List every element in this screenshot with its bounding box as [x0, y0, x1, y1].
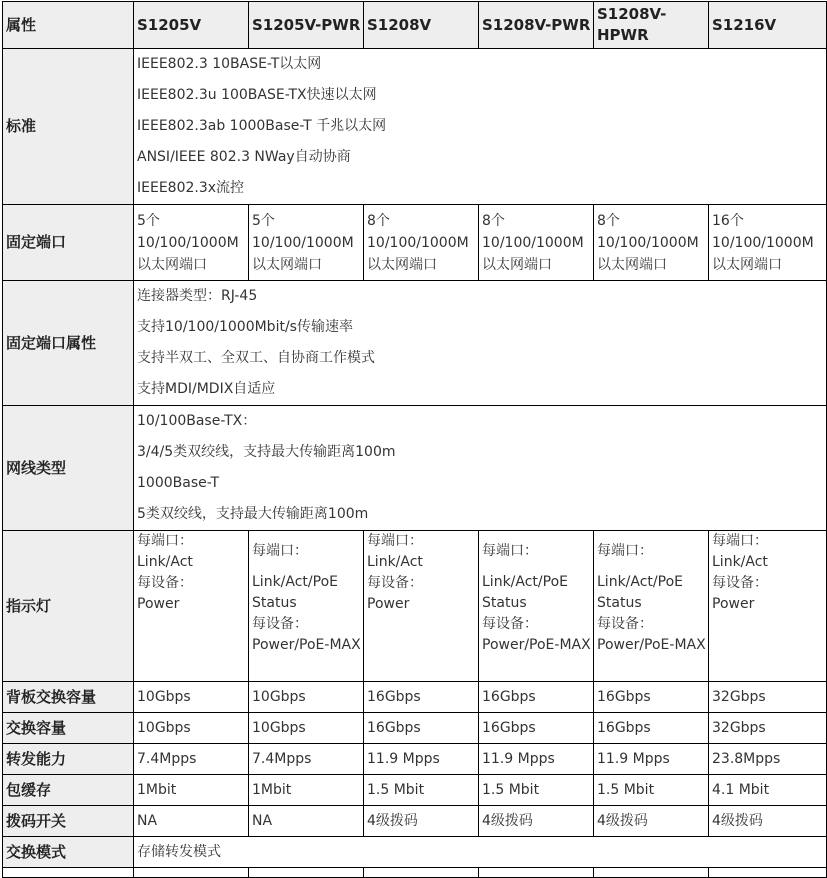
- value-cell: 4级拨码: [594, 806, 709, 837]
- port-type: 以太网端口: [137, 256, 207, 273]
- per-port-label: 每端口：: [597, 543, 653, 559]
- standard-line: ANSI/IEEE 802.3 NWay自动协商: [137, 149, 351, 165]
- per-port-value: Link/Act: [367, 554, 423, 570]
- row-label-fixed-ports: 固定端口: [3, 205, 134, 281]
- fixed-ports-cell: [709, 205, 827, 281]
- dip-switch-row: [3, 806, 827, 837]
- value-cell: 1Mbit: [249, 775, 364, 806]
- indicator-cell: [134, 531, 249, 682]
- fixed-ports-row: [3, 205, 827, 281]
- cable-type-line: 5类双绞线，支持最大传输距离100m: [137, 506, 369, 522]
- standard-row: [3, 49, 827, 205]
- port-count: 8个: [482, 212, 505, 229]
- indicator-row: [3, 531, 827, 682]
- per-device-value: Power/PoE-MAX: [597, 637, 706, 653]
- row-label-dip-switch: 拨码开关: [3, 806, 134, 837]
- per-port-value: Link/Act: [712, 554, 768, 570]
- port-speed: 10/100/1000M: [712, 234, 814, 251]
- port-speed: 10/100/1000M: [252, 234, 354, 251]
- header-cell-s1208v-pwr: S1208V-PWR: [479, 2, 594, 49]
- per-device-value: Power: [712, 596, 755, 612]
- trailing-row: [3, 868, 827, 878]
- per-device-value: Power: [367, 596, 410, 612]
- value-cell: 4级拨码: [479, 806, 594, 837]
- per-device-value: Power/PoE-MAX: [482, 637, 591, 653]
- cable-type-line: 10/100Base-TX：: [137, 413, 257, 429]
- value-cell: 1.5 Mbit: [479, 775, 594, 806]
- cable-type-row: [3, 406, 827, 531]
- per-port-value: Link/Act/PoE Status: [252, 574, 338, 611]
- port-count: 16个: [712, 212, 744, 229]
- value-cell: 16Gbps: [479, 682, 594, 713]
- value-cell: 1Mbit: [134, 775, 249, 806]
- per-port-value: Link/Act/PoE Status: [482, 574, 568, 611]
- port-attribute-line: 连接器类型：RJ-45: [137, 288, 258, 304]
- fixed-ports-cell: [594, 205, 709, 281]
- indicator-cell: [594, 531, 709, 682]
- per-port-label: 每端口：: [712, 533, 768, 549]
- fixed-ports-cell: [364, 205, 479, 281]
- standard-cell: [134, 49, 827, 205]
- port-speed: 10/100/1000M: [597, 234, 699, 251]
- port-type: 以太网端口: [482, 256, 552, 273]
- switching-mode-row: [3, 837, 827, 868]
- value-cell: 4级拨码: [709, 806, 827, 837]
- value-cell: 7.4Mpps: [134, 744, 249, 775]
- value-cell: 4.1 Mbit: [709, 775, 827, 806]
- row-label-packet-buffer: 包缓存: [3, 775, 134, 806]
- port-count: 5个: [252, 212, 275, 229]
- value-cell: 23.8Mpps: [709, 744, 827, 775]
- port-count: 8个: [367, 212, 390, 229]
- value-cell: 1.5 Mbit: [594, 775, 709, 806]
- port-speed: 10/100/1000M: [367, 234, 469, 251]
- value-cell: NA: [249, 806, 364, 837]
- cable-type-cell: [134, 406, 827, 531]
- spec-table: [2, 1, 827, 878]
- value-cell: 10Gbps: [134, 682, 249, 713]
- per-port-value: Link/Act/PoE Status: [597, 574, 683, 611]
- value-cell: 16Gbps: [479, 713, 594, 744]
- row-label-switching-mode: 交换模式: [3, 837, 134, 868]
- standard-line: IEEE802.3x流控: [137, 180, 245, 196]
- indicator-cell: [364, 531, 479, 682]
- backplane-capacity-row: [3, 682, 827, 713]
- cable-type-line: 1000Base-T: [137, 475, 220, 491]
- port-count: 5个: [137, 212, 160, 229]
- per-device-label: 每设备：: [712, 575, 768, 591]
- port-speed: 10/100/1000M: [137, 234, 239, 251]
- row-label-indicator: 指示灯: [3, 531, 134, 682]
- header-row: [3, 2, 827, 49]
- switching-capacity-row: [3, 713, 827, 744]
- port-type: 以太网端口: [252, 256, 322, 273]
- value-cell: 11.9 Mpps: [479, 744, 594, 775]
- value-cell: 11.9 Mpps: [594, 744, 709, 775]
- fixed-ports-cell: [249, 205, 364, 281]
- port-attributes-cell: [134, 281, 827, 406]
- per-device-value: Power/PoE-MAX: [252, 637, 361, 653]
- row-label-standard: 标准: [3, 49, 134, 205]
- port-attribute-line: 支持半双工、全双工、自协商工作模式: [137, 350, 375, 366]
- value-cell: 7.4Mpps: [249, 744, 364, 775]
- per-device-label: 每设备：: [597, 616, 653, 632]
- fixed-ports-cell: [134, 205, 249, 281]
- header-cell-s1216v: S1216V: [709, 2, 827, 49]
- per-device-label: 每设备：: [252, 616, 308, 632]
- value-cell: 10Gbps: [249, 682, 364, 713]
- row-label-backplane-capacity: 背板交换容量: [3, 682, 134, 713]
- port-attribute-line: 支持10/100/1000Mbit/s传输速率: [137, 319, 353, 335]
- row-label-cable-type: 网线类型: [3, 406, 134, 531]
- packet-buffer-row: [3, 775, 827, 806]
- value-cell: 16Gbps: [364, 713, 479, 744]
- per-port-label: 每端口：: [367, 533, 423, 549]
- switching-mode-cell: 存储转发模式: [134, 837, 827, 868]
- value-cell: 32Gbps: [709, 682, 827, 713]
- indicator-cell: [479, 531, 594, 682]
- standard-line: IEEE802.3 10BASE-T以太网: [137, 56, 322, 72]
- per-device-label: 每设备：: [482, 616, 538, 632]
- standard-line: IEEE802.3ab 1000Base-T 千兆以太网: [137, 118, 387, 134]
- header-cell-s1205v-pwr: S1205V-PWR: [249, 2, 364, 49]
- per-device-label: 每设备：: [137, 575, 193, 591]
- header-cell-s1208v-hpwr: S1208V-HPWR: [594, 2, 709, 49]
- value-cell: 10Gbps: [134, 713, 249, 744]
- port-attribute-line: 支持MDI/MDIX自适应: [137, 381, 276, 397]
- per-device-value: Power: [137, 596, 180, 612]
- cable-type-line: 3/4/5类双绞线，支持最大传输距离100m: [137, 444, 396, 460]
- port-count: 8个: [597, 212, 620, 229]
- per-port-label: 每端口：: [482, 543, 538, 559]
- value-cell: 16Gbps: [364, 682, 479, 713]
- port-type: 以太网端口: [367, 256, 437, 273]
- header-cell-s1208v: S1208V: [364, 2, 479, 49]
- value-cell: 16Gbps: [594, 682, 709, 713]
- value-cell: 4级拨码: [364, 806, 479, 837]
- port-attributes-row: [3, 281, 827, 406]
- value-cell: 32Gbps: [709, 713, 827, 744]
- port-speed: 10/100/1000M: [482, 234, 584, 251]
- row-label-forwarding-rate: 转发能力: [3, 744, 134, 775]
- per-port-value: Link/Act: [137, 554, 193, 570]
- value-cell: 10Gbps: [249, 713, 364, 744]
- fixed-ports-cell: [479, 205, 594, 281]
- header-cell-attribute: 属性: [3, 2, 134, 49]
- value-cell: 16Gbps: [594, 713, 709, 744]
- per-port-label: 每端口：: [252, 543, 308, 559]
- port-type: 以太网端口: [712, 256, 782, 273]
- row-label-switching-capacity: 交换容量: [3, 713, 134, 744]
- row-label-port-attributes: 固定端口属性: [3, 281, 134, 406]
- indicator-cell: [249, 531, 364, 682]
- header-cell-s1205v: S1205V: [134, 2, 249, 49]
- forwarding-rate-row: [3, 744, 827, 775]
- value-cell: 11.9 Mpps: [364, 744, 479, 775]
- value-cell: NA: [134, 806, 249, 837]
- standard-line: IEEE802.3u 100BASE-TX快速以太网: [137, 87, 377, 103]
- port-type: 以太网端口: [597, 256, 667, 273]
- value-cell: 1.5 Mbit: [364, 775, 479, 806]
- indicator-cell: [709, 531, 827, 682]
- per-device-label: 每设备：: [367, 575, 423, 591]
- per-port-label: 每端口：: [137, 533, 193, 549]
